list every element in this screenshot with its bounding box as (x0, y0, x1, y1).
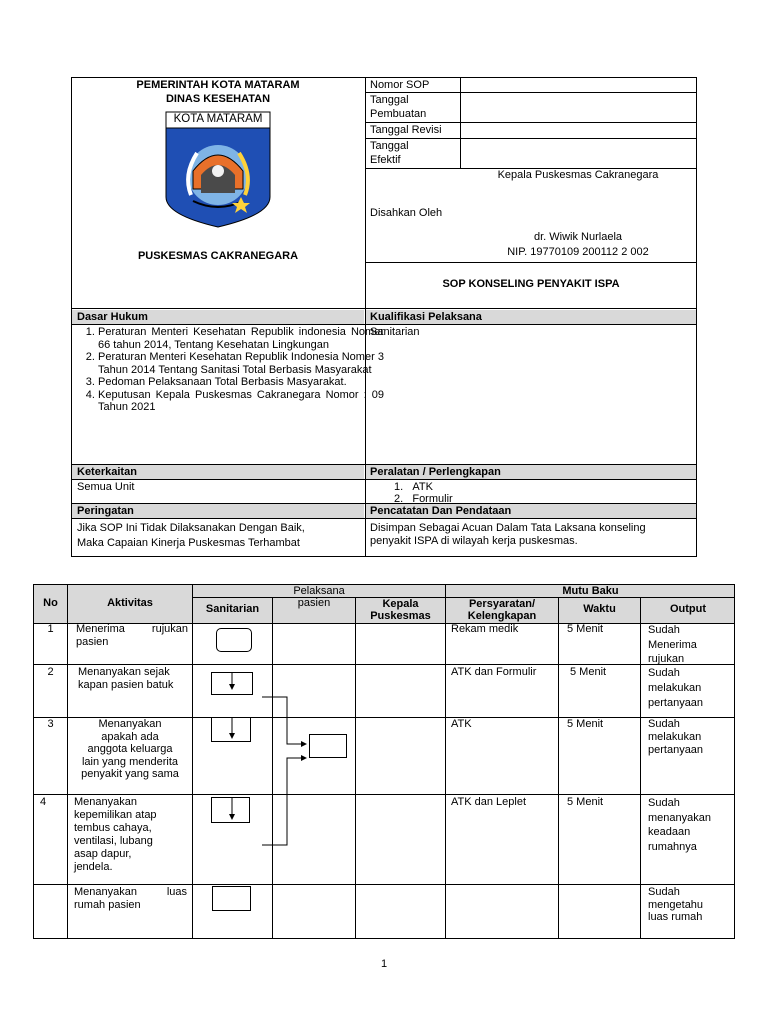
peringatan-title: Peringatan (77, 505, 134, 517)
tanggal-efektif-label-1: Tanggal (370, 140, 409, 152)
row-syarat: ATK dan Leplet (451, 796, 527, 808)
col-no: No (43, 597, 58, 609)
aktivitas-word: Menanyakan (74, 886, 137, 898)
row-no: 1 (47, 623, 54, 635)
gov-line-1: PEMERINTAH KOTA MATARAM (136, 79, 300, 91)
peralatan-item-1: 1. ATK (394, 481, 433, 493)
aktivitas-line: rumah pasien (74, 898, 141, 911)
aktivitas-line: jendela. (74, 861, 113, 873)
tanggal-pembuatan-label-1: Tanggal (370, 94, 409, 106)
disahkan-oleh-label: Disahkan Oleh (370, 207, 443, 219)
col-kepala-2: Puskesmas (370, 610, 431, 622)
col-persyaratan-1: Persyaratan/ (468, 598, 536, 610)
aktivitas-line: lain yang menderita (81, 755, 178, 768)
dasar-hukum-item: 3. Pedoman Pelaksanaan Total Berbasis Masyarakat. (98, 376, 384, 389)
keterkaitan-value: Semua Unit (77, 481, 135, 493)
keterkaitan-title: Keterkaitan (77, 466, 137, 478)
pencatatan-title: Pencatatan Dan Pendataan (370, 505, 512, 517)
output-line: melakukan (648, 682, 702, 694)
row-no: 4 (39, 796, 47, 808)
aktivitas-line: asap dapur, (74, 848, 132, 860)
col-pelaksana-2: pasien (297, 597, 331, 609)
peringatan-line-2: Maka Capaian Kinerja Puskesmas Terhambat (77, 537, 300, 549)
output-line: menanyakan (648, 811, 711, 824)
row-syarat: Rekam medik (451, 623, 519, 635)
kualifikasi-title: Kualifikasi Pelaksana (370, 311, 482, 323)
dasar-hukum-title: Dasar Hukum (77, 311, 148, 323)
col-mutu: Mutu Baku (562, 585, 619, 597)
tanggal-revisi-label: Tanggal Revisi (370, 124, 442, 136)
output-line: mengetahu (648, 898, 704, 911)
row-waktu: 5 Menit (567, 623, 604, 635)
gov-line-2: DINAS KESEHATAN (165, 93, 271, 105)
pencatatan-line-2: penyakit ISPA di wilayah kerja puskesmas. (370, 535, 578, 547)
row-waktu: 5 Menit (570, 666, 607, 678)
output-line: luas rumah (648, 911, 703, 923)
aktivitas-line: kapan pasien batuk (78, 679, 174, 691)
output-line: Sudah (648, 667, 680, 679)
output-line: pertanyaan (648, 697, 704, 709)
col-waktu: Waktu (583, 603, 616, 615)
signer-title: Kepala Puskesmas Cakranegara (497, 169, 659, 181)
aktivitas-line: anggota keluarga (87, 743, 173, 755)
row-waktu: 5 Menit (567, 796, 604, 808)
output-line: melakukan (648, 731, 702, 743)
aktivitas-word: rujukan (151, 623, 188, 635)
output-line: Sudah (648, 797, 680, 809)
aktivitas-line: Menanyakan sejak (78, 666, 170, 678)
output-line: Menerima (648, 638, 697, 651)
col-output: Output (669, 603, 707, 615)
aktivitas-line: ventilasi, lubang (74, 835, 153, 847)
aktivitas-line: Menanyakan (98, 718, 162, 730)
signer-name: dr. Wiwik Nurlaela (533, 231, 623, 243)
col-aktivitas: Aktivitas (107, 597, 153, 609)
dasar-hukum-item: 2. Peraturan Menteri Kesehatan Republik Indonesia Nomer 3 Tahun 2014 Tentang Sanitasi Total Berbasis Masyarakat (98, 351, 384, 376)
aktivitas-line: apakah ada (101, 730, 159, 743)
tanggal-pembuatan-label-2: Pembuatan (370, 108, 427, 120)
aktivitas-line: tembus cahaya, (74, 822, 152, 834)
output-line: Sudah (648, 624, 680, 636)
row-syarat: ATK (451, 718, 472, 730)
signer-nip: NIP. 19770109 200112 2 002 (507, 246, 649, 258)
output-line: keadaan (648, 826, 691, 838)
aktivitas-line: kepemilikan atap (74, 809, 157, 821)
aktivitas-line: penyakit yang sama (81, 768, 179, 780)
col-pelaksana-1: Pelaksana (293, 585, 345, 597)
nomor-sop-label: Nomor SOP (370, 79, 430, 91)
peralatan-item-1-label: ATK (412, 481, 433, 493)
aktivitas-line: Menanyakan (74, 796, 137, 808)
peringatan-line-1: Jika SOP Ini Tidak Dilaksanakan Dengan Baik, (77, 522, 305, 534)
pencatatan-line-1: Disimpan Sebagai Acuan Dalam Tata Laksana konseling (370, 522, 646, 534)
page-number: 1 (380, 958, 388, 970)
col-persyaratan-2: Kelengkapan (467, 610, 537, 622)
row-syarat: ATK dan Formulir (451, 666, 537, 678)
peralatan-item-2-label: Formulir (412, 493, 453, 505)
output-line: rumahnya (648, 840, 697, 853)
org-name: PUSKESMAS CAKRANEGARA (137, 250, 299, 262)
tanggal-efektif-label-2: Efektif (370, 154, 401, 166)
output-line: Sudah (648, 718, 680, 730)
dasar-hukum-item: 4. Keputusan Kepala Puskesmas Cakranegara Nomor : 09 Tahun 2021 (98, 389, 384, 414)
row-waktu: 5 Menit (567, 718, 604, 730)
col-kepala-1: Kepala (382, 598, 419, 610)
aktivitas-word: luas (166, 886, 187, 898)
row-no: 3 (47, 718, 54, 730)
logo-label: KOTA MATARAM (173, 113, 263, 125)
aktivitas-word: Menerima (76, 623, 125, 635)
output-line: pertanyaan (648, 744, 704, 756)
dasar-hukum-item: 1. Peraturan Menteri Kesehatan Republik indonesia Nomer 66 tahun 2014, Tentang Kesehatan Lingkungan (98, 326, 384, 351)
aktivitas-line: pasien (76, 635, 109, 648)
peralatan-item-2: 2. Formulir (394, 493, 453, 505)
kualifikasi-value: Sanitarian (370, 326, 420, 338)
row-no: 2 (47, 666, 54, 678)
col-sanitarian: Sanitarian (205, 603, 260, 615)
output-line: Sudah (648, 886, 680, 898)
output-line: rujukan (648, 653, 685, 665)
sop-title: SOP KONSELING PENYAKIT ISPA (442, 278, 620, 290)
peralatan-title: Peralatan / Perlengkapan (370, 466, 501, 478)
